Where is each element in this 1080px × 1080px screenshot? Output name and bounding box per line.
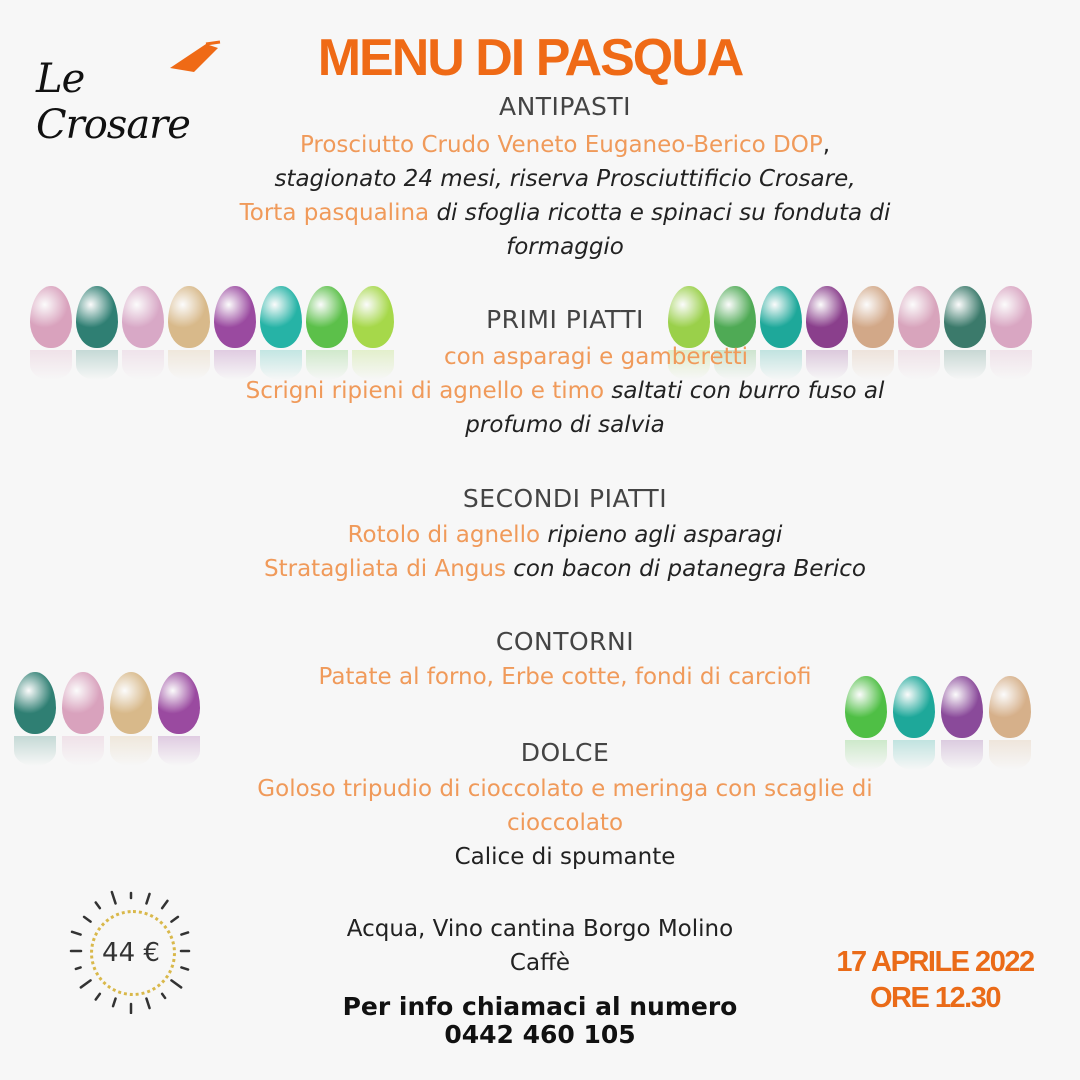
sun-ray [113,999,115,1007]
primi-line-3: profumo di salvia [465,412,665,438]
info-text: Per info chiamaci al numero [342,992,738,1021]
sun-ray [81,980,91,987]
primi-line-2 [50,374,1080,408]
dish-name: Stratagliata di Angus [264,556,506,582]
price-text: 44 € [102,938,160,968]
sun-ray [146,999,149,1009]
sun-ray [162,901,167,908]
event-time: ORE 12.30 [870,982,1000,1014]
antipasti-line-1 [50,128,1080,162]
dolce-line-1: Goloso tripudio di cioccolato e meringa con scaglie di [257,776,873,802]
secondi-heading: SECONDI PIATTI [462,484,668,513]
dish-name: Prosciutto Crudo Veneto Euganeo-Berico DOP [299,132,823,158]
secondi-line-1 [50,518,1080,552]
contorni-heading: CONTORNI [495,627,635,656]
phone-number[interactable]: 0442 460 105 [444,1020,636,1049]
sun-ray [84,917,90,922]
price-badge [68,888,194,1014]
sun-ray [181,932,188,934]
event-date: 17 APRILE 2022 [836,946,1034,978]
page-title: MENU DI PASQUA [317,29,743,87]
drinks-line-1: Acqua, Vino cantina Borgo Molino [346,916,734,942]
dish-name: Scrigni ripieni di agnello e timo [245,378,605,404]
dish-text: , [822,132,831,158]
secondi-line-2 [50,552,1080,586]
dish-name: Torta pasqualina [239,200,430,226]
dish-text: ripieno agli asparagi [540,522,783,548]
drinks-line-2: Caffè [509,950,571,976]
sun-ray [72,932,81,935]
primi-line-1: con asparagi e gamberetti [443,344,749,370]
sun-ray [146,894,149,904]
sun-ray [96,994,100,1000]
primi-heading: PRIMI PIATTI [486,305,644,334]
dish-name: Rotolo di agnello [347,522,541,548]
sun-ray [162,994,165,998]
logo-text: Le Crosare [36,56,190,148]
dolce-heading: DOLCE [520,738,610,767]
dolce-line-2: cioccolato [506,810,624,836]
dish-text: con bacon di patanegra Berico [505,556,866,582]
contorni-line-1: Patate al forno, Erbe cotte, fondi di carciofi [318,664,812,690]
dish-text: saltati con burro fuso al [604,378,885,404]
dolce-line-3: Calice di spumante [454,844,676,870]
sun-ray [171,917,177,922]
logo-flag-icon [166,38,226,78]
sun-ray [112,892,116,903]
antipasti-line-3 [50,196,1080,230]
dish-text: di sfoglia ricotta e spinaci su fonduta di [429,200,891,226]
antipasti-heading: ANTIPASTI [498,92,632,121]
sun-ray [96,902,100,908]
antipasti-line-4: formaggio [506,234,624,260]
antipasti-line-2: stagionato 24 mesi, riserva Prosciuttificio Crosare, [274,166,856,192]
sun-ray [171,980,181,987]
